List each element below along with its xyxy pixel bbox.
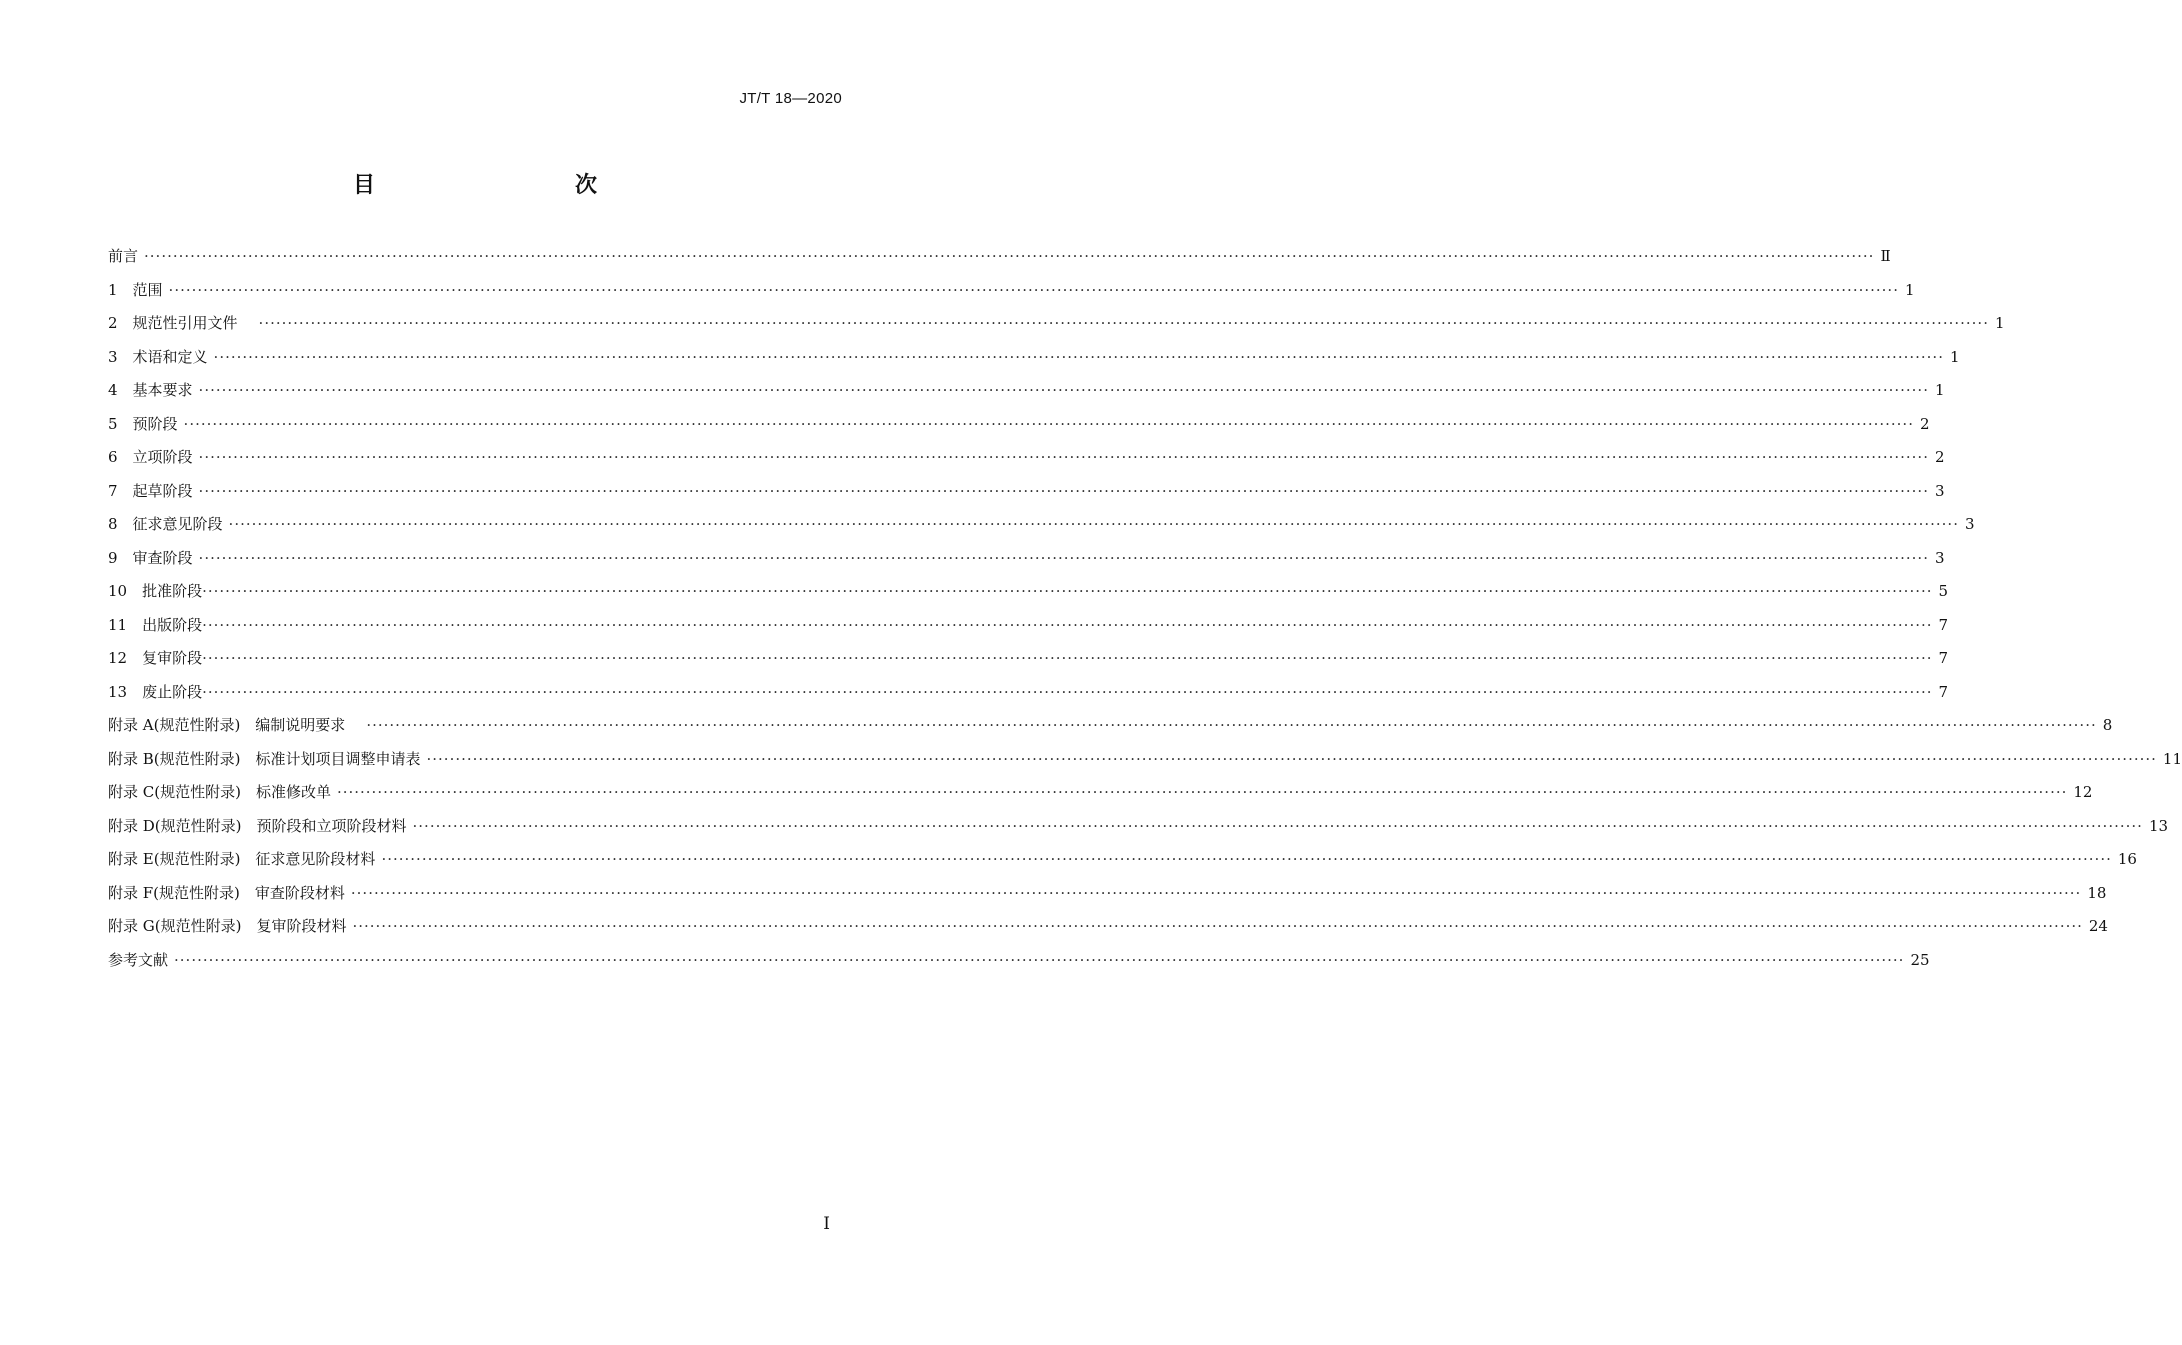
toc-leader-dots: ············································································································································································································································································································ bbox=[426, 749, 2157, 768]
toc-entry-page: 25 bbox=[1910, 950, 1930, 969]
table-of-contents bbox=[108, 240, 2182, 977]
toc-entry-label: 附录 F(规范性附录) 审查阶段材料 bbox=[108, 883, 345, 902]
standard-code: JT/T 18—2020 bbox=[739, 90, 842, 107]
toc-entry-label: 8 征求意见阶段 bbox=[108, 515, 223, 533]
toc-leader-dots: ············································································································································································································································································································ bbox=[202, 615, 1933, 634]
toc-entry-label: 12 复审阶段 bbox=[108, 649, 203, 667]
toc-leader-dots: ············································································································································································································································································································ bbox=[350, 883, 2082, 902]
toc-leader-dots: ············································································································································································································································································································ bbox=[198, 381, 1929, 399]
toc-entry[interactable] bbox=[108, 508, 1975, 542]
toc-leader-dots: ············································································································································································································································································································ bbox=[198, 448, 1929, 466]
toc-entry[interactable] bbox=[108, 240, 1891, 274]
toc-entry-label: 7 起草阶段 bbox=[108, 481, 193, 500]
toc-leader-dots: ············································································································································································································································································································ bbox=[336, 783, 2068, 801]
toc-entry[interactable] bbox=[108, 475, 1945, 509]
toc-entry-label: 附录 G(规范性附录) 复审阶段材料 bbox=[108, 917, 347, 935]
toc-entry[interactable] bbox=[108, 843, 2137, 877]
toc-entry-label: 1 范围 bbox=[108, 280, 163, 299]
toc-entry[interactable] bbox=[108, 810, 2169, 844]
toc-entry[interactable] bbox=[108, 709, 2113, 743]
toc-entry[interactable] bbox=[108, 910, 2108, 944]
toc-entry[interactable] bbox=[108, 341, 1960, 375]
toc-leader-dots: ············································································································································································································································································································ bbox=[202, 682, 1933, 701]
toc-entry-page: 3 bbox=[1964, 515, 1975, 533]
toc-entry[interactable] bbox=[108, 743, 2182, 777]
toc-entry-page: 24 bbox=[2088, 917, 2108, 935]
toc-entry[interactable] bbox=[108, 877, 2107, 911]
toc-entry-page: 1 bbox=[1904, 280, 1915, 299]
toc-entry-page: 1 bbox=[1949, 347, 1960, 366]
toc-leader-dots: ············································································································································································································································································································ bbox=[198, 481, 1929, 500]
toc-entry[interactable] bbox=[108, 307, 2005, 341]
toc-entry[interactable] bbox=[108, 609, 1949, 643]
toc-entry-label: 13 废止阶段 bbox=[108, 682, 203, 701]
toc-entry[interactable] bbox=[108, 274, 1915, 308]
toc-entry-page: 3 bbox=[1934, 481, 1945, 500]
toc-entry-page: 13 bbox=[2148, 816, 2169, 835]
toc-entry-page: 7 bbox=[1938, 615, 1949, 634]
toc-entry[interactable] bbox=[108, 374, 1945, 408]
toc-entry-label: 附录 B(规范性附录) 标准计划项目调整申请表 bbox=[108, 749, 421, 768]
toc-entry-page: 7 bbox=[1938, 682, 1949, 701]
toc-entry-page: 7 bbox=[1938, 649, 1949, 667]
toc-entry-label: 附录 A(规范性附录) 编制说明要求 bbox=[108, 716, 361, 734]
toc-entry-page: 16 bbox=[2117, 850, 2137, 868]
toc-entry[interactable] bbox=[108, 408, 1930, 442]
toc-entry-label: 11 出版阶段 bbox=[108, 615, 203, 634]
toc-leader-dots: ············································································································································································································································································································ bbox=[202, 649, 1933, 667]
toc-entry-label: 参考文献 bbox=[108, 950, 169, 969]
toc-entry-label: 附录 E(规范性附录) 征求意见阶段材料 bbox=[108, 850, 376, 868]
toc-leader-dots: ············································································································································································································································································································ bbox=[168, 280, 1899, 299]
toc-entry-page: 2 bbox=[1934, 448, 1945, 466]
toc-entry[interactable] bbox=[108, 441, 1945, 475]
toc-entry-label: 2 规范性引用文件 bbox=[108, 314, 253, 332]
toc-leader-dots: ············································································································································································································································································································ bbox=[412, 816, 2143, 835]
toc-entry-page: 18 bbox=[2087, 883, 2107, 902]
toc-entry[interactable] bbox=[108, 676, 1949, 710]
toc-entry-label: 4 基本要求 bbox=[108, 381, 193, 399]
toc-entry-page: 2 bbox=[1919, 414, 1930, 433]
toc-entry-label: 6 立项阶段 bbox=[108, 448, 193, 466]
toc-entry-label: 附录 D(规范性附录) 预阶段和立项阶段材料 bbox=[108, 816, 407, 835]
toc-leader-dots: ············································································································································································································································································································ bbox=[381, 850, 2112, 868]
toc-leader-dots: ············································································································································································································································································································ bbox=[144, 247, 1875, 265]
toc-leader-dots: ············································································································································································································································································································ bbox=[352, 917, 2083, 935]
toc-entry-page: 5 bbox=[1938, 582, 1949, 600]
toc-entry[interactable] bbox=[108, 944, 1930, 978]
toc-entry-label: 9 审查阶段 bbox=[108, 548, 193, 567]
toc-leader-dots: ············································································································································································································································································································ bbox=[258, 314, 1989, 332]
toc-leader-dots: ············································································································································································································································································································ bbox=[228, 515, 1959, 533]
toc-entry-page: 3 bbox=[1934, 548, 1945, 567]
toc-leader-dots: ············································································································································································································································································································ bbox=[213, 347, 1944, 366]
toc-entry-label: 前言 bbox=[108, 247, 139, 265]
toc-entry-label: 3 术语和定义 bbox=[108, 347, 208, 366]
toc-entry-page: 1 bbox=[1934, 381, 1945, 399]
toc-entry-page: 11 bbox=[2162, 749, 2182, 768]
toc-leader-dots: ············································································································································································································································································································ bbox=[183, 414, 1914, 433]
toc-entry-label: 10 批准阶段 bbox=[108, 582, 203, 600]
toc-entry[interactable] bbox=[108, 575, 1949, 609]
toc-entry-page: 8 bbox=[2102, 716, 2113, 734]
toc-entry[interactable] bbox=[108, 542, 1945, 576]
toc-entry-label: 5 预阶段 bbox=[108, 414, 178, 433]
toc-leader-dots: ············································································································································································································································································································ bbox=[366, 716, 2097, 734]
toc-entry-page: 1 bbox=[1994, 314, 2005, 332]
toc-leader-dots: ············································································································································································································································································································ bbox=[202, 582, 1933, 600]
toc-entry-page: 12 bbox=[2073, 783, 2093, 801]
toc-entry[interactable] bbox=[108, 776, 2093, 810]
toc-entry-label: 附录 C(规范性附录) 标准修改单 bbox=[108, 783, 331, 801]
toc-leader-dots: ············································································································································································································································································································ bbox=[174, 950, 1905, 969]
toc-leader-dots: ············································································································································································································································································································ bbox=[198, 548, 1929, 567]
page-title: 目 次 bbox=[352, 173, 649, 198]
toc-entry-page: Ⅱ bbox=[1880, 247, 1891, 265]
toc-entry[interactable] bbox=[108, 642, 1949, 676]
page-number: Ⅰ bbox=[823, 1214, 830, 1234]
